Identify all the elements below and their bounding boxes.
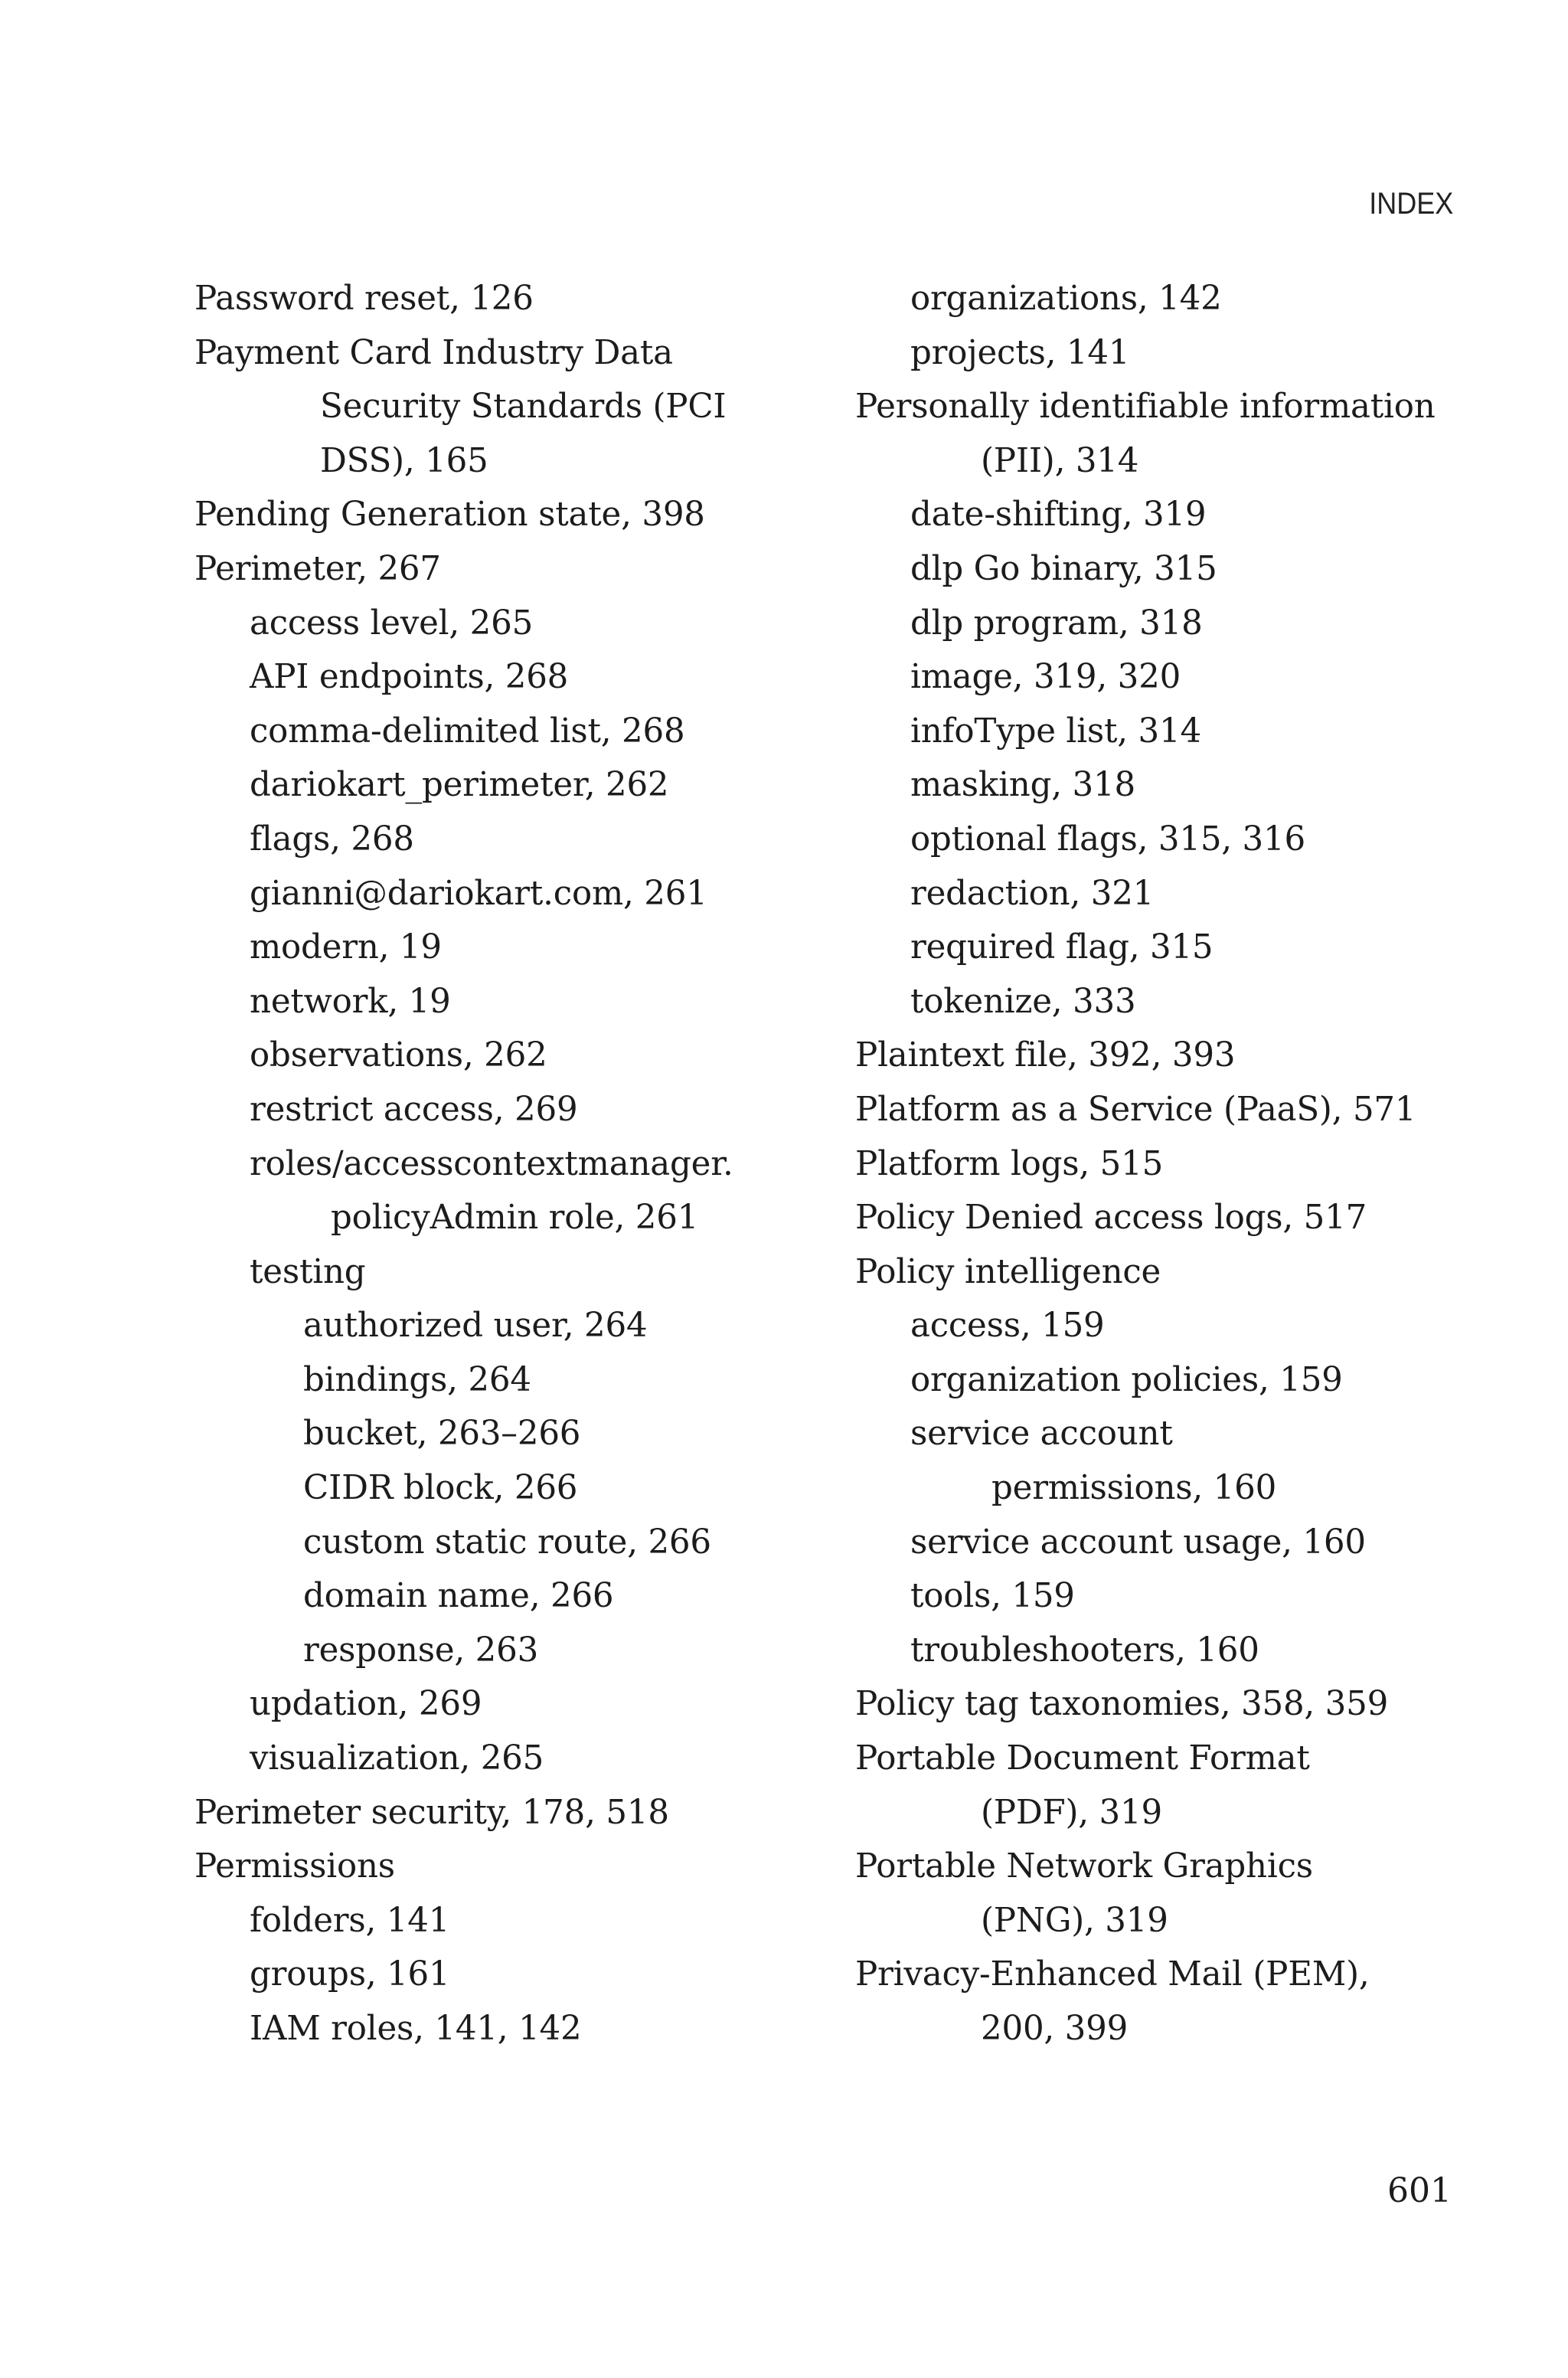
index-subentry: access level, 265 [250,603,534,643]
index-entry: Perimeter, 267 [194,549,441,588]
index-subsubentry: CIDR block, 266 [303,1469,578,1508]
index-subentry: access, 159 [910,1307,1105,1346]
index-subentry: testing [250,1252,366,1291]
index-entry-continuation: policyAdmin role, 261 [331,1199,699,1238]
index-entry: Password reset, 126 [194,280,534,318]
index-subentry: flags, 268 [250,819,414,859]
index-subsubentry: bindings, 264 [303,1360,531,1399]
index-entry-continuation: DSS), 165 [320,441,488,480]
index-column-left [194,272,838,2056]
index-entry: Permissions [194,1847,395,1886]
index-entry: Privacy-Enhanced Mail (PEM), [855,1955,1370,1994]
index-entry-continuation: 200, 399 [981,2010,1129,2048]
index-entry: Portable Network Graphics [855,1847,1313,1886]
index-entry-continuation: (PDF), 319 [981,1793,1162,1832]
index-subentry: tools, 159 [910,1577,1075,1616]
index-entry: Pending Generation state, 398 [194,496,705,535]
index-subentry: updation, 269 [250,1685,482,1724]
index-subentry: folders, 141 [250,1901,450,1940]
index-subentry: service account [910,1415,1173,1454]
index-entry: Portable Document Format [855,1739,1310,1778]
index-entry: Platform logs, 515 [855,1144,1164,1183]
index-entry: Policy tag taxonomies, 358, 359 [855,1685,1389,1724]
index-entry-continuation: (PII), 314 [981,441,1139,480]
index-entry: Personally identifiable information [855,388,1436,427]
index-subsubentry: custom static route, 266 [303,1523,711,1562]
index-subentry: roles/accesscontextmanager. [250,1144,733,1183]
index-subentry: modern, 19 [250,928,442,967]
index-entry: Payment Card Industry Data [194,333,673,372]
index-subentry: infoType list, 314 [910,711,1201,751]
index-subentry: API endpoints, 268 [250,658,569,697]
index-subsubentry: response, 263 [303,1631,539,1670]
index-subentry: dariokart_perimeter, 262 [250,766,669,805]
index-subentry: service account usage, 160 [910,1523,1366,1562]
index-subentry: organization policies, 159 [910,1360,1343,1399]
index-subentry: masking, 318 [910,766,1135,805]
index-subsubentry: authorized user, 264 [303,1307,648,1346]
index-subentry: optional flags, 315, 316 [910,819,1305,859]
index-subentry: restrict access, 269 [250,1090,578,1129]
index-subentry: gianni@dariokart.com, 261 [250,874,707,913]
index-subentry: redaction, 321 [910,874,1155,913]
index-subentry: IAM roles, 141, 142 [250,2010,582,2048]
index-subentry: troubleshooters, 160 [910,1631,1259,1670]
index-entry: Policy Denied access logs, 517 [855,1199,1367,1238]
index-column-right [855,272,1491,2056]
index-subentry: projects, 141 [910,333,1130,372]
index-subentry: comma-delimited list, 268 [250,711,685,751]
running-header: INDEX [1368,187,1453,221]
page-number: 601 [1387,2171,1452,2210]
index-subentry: organizations, 142 [910,280,1222,318]
index-entry-continuation: permissions, 160 [991,1469,1277,1508]
index-subentry: date-shifting, 319 [910,496,1207,535]
index-entry: Platform as a Service (PaaS), 571 [855,1090,1416,1129]
index-subsubentry: bucket, 263–266 [303,1415,581,1454]
index-subentry: image, 319, 320 [910,658,1181,697]
index-entry: Plaintext file, 392, 393 [855,1036,1236,1075]
index-entry-continuation: Security Standards (PCI [320,388,727,427]
index-subentry: network, 19 [250,982,451,1021]
index-subentry: dlp Go binary, 315 [910,549,1217,588]
index-subsubentry: domain name, 266 [303,1577,614,1616]
index-entry: Policy intelligence [855,1252,1161,1291]
index-entry: Perimeter security, 178, 518 [194,1793,669,1832]
index-subentry: observations, 262 [250,1036,547,1075]
index-subentry: visualization, 265 [250,1739,544,1778]
index-subentry: groups, 161 [250,1955,450,1994]
index-subentry: required flag, 315 [910,928,1214,967]
index-entry-continuation: (PNG), 319 [981,1901,1168,1940]
index-subentry: dlp program, 318 [910,603,1203,643]
index-subentry: tokenize, 333 [910,982,1136,1021]
